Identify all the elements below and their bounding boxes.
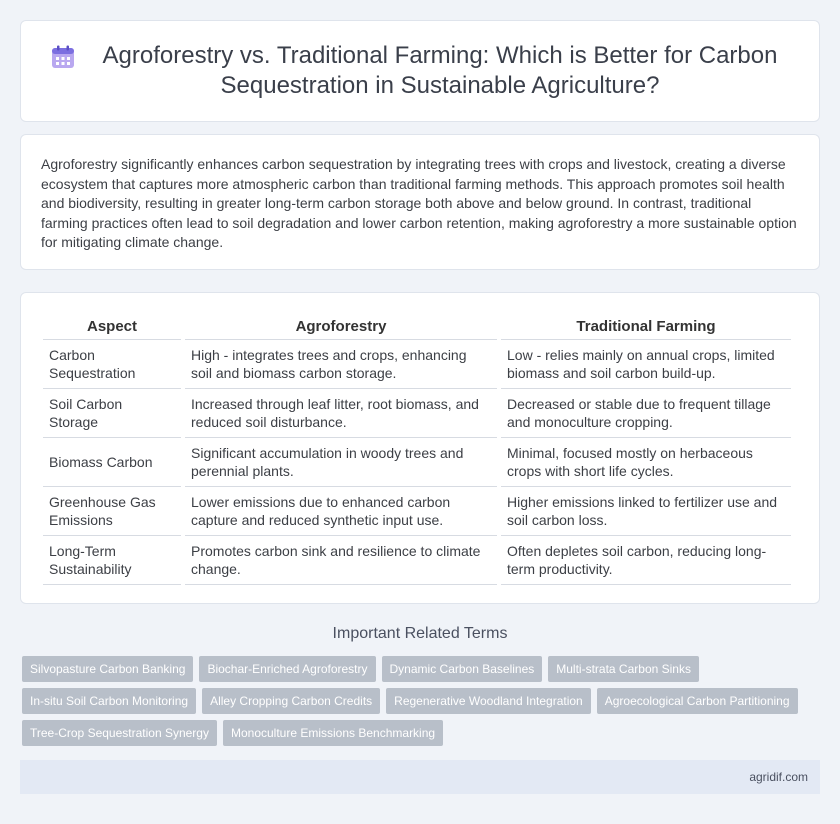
cell-traditional: Minimal, focused mostly on herbaceous crops with short life cycles. bbox=[501, 438, 791, 487]
cell-agroforestry: Increased through leaf litter, root biomass, and reduced soil disturbance. bbox=[185, 389, 497, 438]
related-term-tag[interactable]: Biochar-Enriched Agroforestry bbox=[199, 656, 375, 682]
related-term-tag[interactable]: Alley Cropping Carbon Credits bbox=[202, 688, 380, 714]
cell-agroforestry: High - integrates trees and crops, enhancing soil and biomass carbon storage. bbox=[185, 340, 497, 389]
cell-agroforestry: Promotes carbon sink and resilience to climate change. bbox=[185, 536, 497, 585]
related-term-tag[interactable]: Silvopasture Carbon Banking bbox=[22, 656, 193, 682]
header-card bbox=[20, 20, 820, 122]
comparison-table bbox=[39, 313, 795, 585]
table-row bbox=[43, 340, 791, 389]
cell-aspect: Carbon Sequestration bbox=[43, 340, 181, 389]
related-term-tag[interactable]: Monoculture Emissions Benchmarking bbox=[223, 720, 443, 746]
table-row bbox=[43, 438, 791, 487]
intro-card bbox=[20, 134, 820, 270]
related-term-tag[interactable]: Multi-strata Carbon Sinks bbox=[548, 656, 699, 682]
comparison-table-card bbox=[20, 292, 820, 604]
related-term-tag[interactable]: In-situ Soil Carbon Monitoring bbox=[22, 688, 196, 714]
cell-aspect: Biomass Carbon bbox=[43, 438, 181, 487]
table-row bbox=[43, 389, 791, 438]
cell-agroforestry: Significant accumulation in woody trees and perennial plants. bbox=[185, 438, 497, 487]
cell-traditional: Higher emissions linked to fertilizer use and soil carbon loss. bbox=[501, 487, 791, 536]
table-row bbox=[43, 536, 791, 585]
footer bbox=[20, 760, 820, 794]
table-header-row bbox=[43, 313, 791, 340]
calendar-icon bbox=[50, 44, 76, 70]
cell-traditional: Often depletes soil carbon, reducing long-term productivity. bbox=[501, 536, 791, 585]
header-agroforestry: Agroforestry bbox=[185, 313, 497, 340]
related-term-tag[interactable]: Dynamic Carbon Baselines bbox=[382, 656, 543, 682]
header-aspect: Aspect bbox=[43, 313, 181, 340]
related-term-tag[interactable]: Regenerative Woodland Integration bbox=[386, 688, 591, 714]
cell-traditional: Low - relies mainly on annual crops, limited biomass and soil carbon build-up. bbox=[501, 340, 791, 389]
cell-aspect: Long-Term Sustainability bbox=[43, 536, 181, 585]
cell-agroforestry: Lower emissions due to enhanced carbon capture and reduced synthetic input use. bbox=[185, 487, 497, 536]
cell-aspect: Greenhouse Gas Emissions bbox=[43, 487, 181, 536]
intro-text: Agroforestry significantly enhances carbon sequestration by integrating trees with crops and livestock, creating a diverse ecosystem that captures more atmospheric carbon than traditional farming methods. This approach promotes soil health and biodiversity, resulting in greater long-term carbon storage both above and below ground. In contrast, traditional farming practices often lead to soil degradation and lower carbon retention, making agroforestry a more sustainable option for mitigating climate change. bbox=[41, 156, 797, 250]
footer-site-link[interactable]: agridif.com bbox=[749, 770, 808, 784]
related-terms-heading: Important Related Terms bbox=[332, 625, 508, 642]
table-row bbox=[43, 487, 791, 536]
cell-traditional: Decreased or stable due to frequent tillage and monoculture cropping. bbox=[501, 389, 791, 438]
related-term-tag[interactable]: Agroecological Carbon Partitioning bbox=[597, 688, 798, 714]
header-traditional-farming: Traditional Farming bbox=[501, 313, 791, 340]
related-terms-list bbox=[22, 656, 822, 752]
page-title: Agroforestry vs. Traditional Farming: Which is Better for Carbon Sequestration in Sustainable Agriculture? bbox=[102, 42, 778, 99]
related-term-tag[interactable]: Tree-Crop Sequestration Synergy bbox=[22, 720, 217, 746]
cell-aspect: Soil Carbon Storage bbox=[43, 389, 181, 438]
